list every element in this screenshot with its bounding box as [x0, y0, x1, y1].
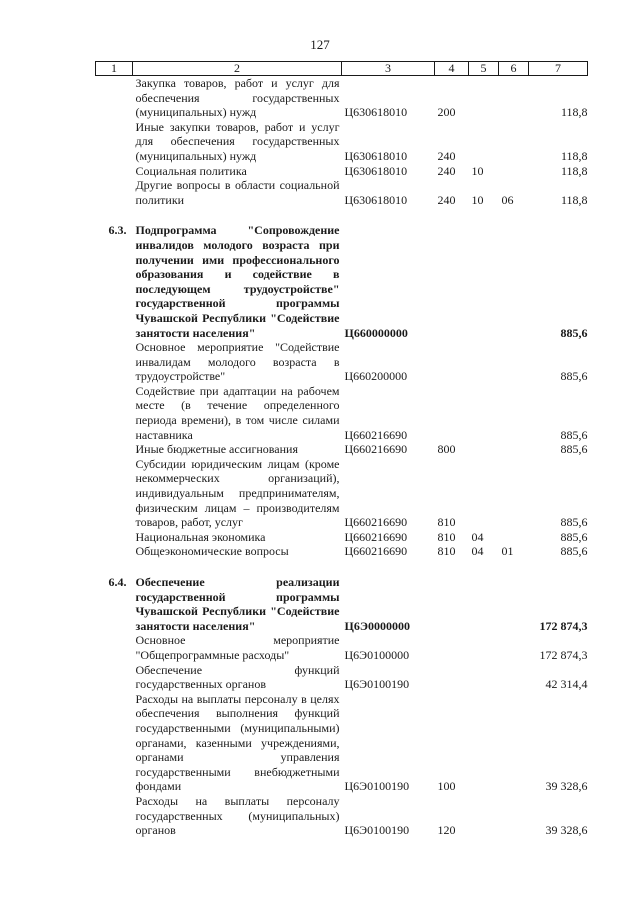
expense-type-code: [435, 384, 469, 442]
section-code: [469, 633, 499, 662]
expense-type-code: 810: [437, 544, 456, 559]
section-number: [96, 530, 133, 545]
subsection-code: [499, 457, 529, 530]
table-row: [96, 530, 588, 545]
column-header: 1: [96, 62, 133, 76]
table-row: [96, 76, 588, 120]
section-number: [96, 692, 133, 794]
budget-table-body: [96, 76, 588, 838]
table-row: [96, 120, 588, 164]
target-article-code: Ц630618010: [344, 148, 408, 163]
target-article-code: Ц6Э0100190: [344, 779, 410, 794]
target-article-code: Ц660000000: [344, 325, 408, 340]
item-name: Национальная экономика: [135, 529, 266, 544]
expense-type-code: 200: [437, 105, 456, 120]
section-code: [469, 442, 499, 457]
section-code: [469, 457, 499, 530]
amount: 118,8: [560, 148, 588, 163]
subsection-code: [499, 384, 529, 442]
amount: 885,6: [560, 325, 588, 340]
expense-type-code: 240: [437, 148, 456, 163]
item-name: Иные бюджетные ассигнования: [135, 442, 298, 457]
table-row: [96, 178, 588, 207]
subsection-code: [499, 530, 529, 545]
column-header: 4: [435, 62, 469, 76]
table-row: [96, 544, 588, 559]
section-code: [469, 575, 499, 633]
amount: 42 314,4: [545, 677, 588, 692]
item-name: Обеспечение функций государственных органов: [135, 662, 340, 692]
target-article-code: Ц630618010: [344, 105, 408, 120]
section-number: 6.3.: [108, 223, 127, 238]
item-name: Основное мероприятие "Общепрограммные расходы": [135, 633, 340, 662]
expense-type-code: 810: [437, 515, 456, 530]
expense-type-code: 240: [437, 163, 456, 178]
subsection-code: 06: [501, 192, 514, 207]
expense-type-code: 100: [437, 779, 456, 794]
section-code: 04: [471, 529, 484, 544]
table-row: [96, 384, 588, 442]
item-name: Расходы на выплаты персоналу государственных (муниципальных) органов: [135, 793, 340, 838]
target-article-code: Ц6Э0100190: [344, 823, 410, 838]
target-article-code: Ц660216690: [344, 427, 408, 442]
section-code: [469, 120, 499, 164]
subsection-code: [499, 663, 529, 692]
item-name: Основное мероприятие "Содействие инвалидам молодого возраста в трудоустройстве": [135, 340, 340, 384]
subsection-code: [499, 340, 529, 384]
section-number: [96, 794, 133, 838]
section-number: [96, 442, 133, 457]
table-row: [96, 164, 588, 179]
subsection-code: 01: [501, 544, 514, 559]
expense-type-code: 120: [437, 823, 456, 838]
amount: 118,8: [560, 163, 588, 178]
target-article-code: Ц660216690: [344, 442, 408, 457]
section-code: 10: [471, 192, 484, 207]
section-code: [469, 663, 499, 692]
amount: 39 328,6: [545, 779, 588, 794]
section-code: [469, 692, 499, 794]
table-row: [96, 633, 588, 662]
section-number: [96, 457, 133, 530]
amount: 172 874,3: [539, 618, 588, 633]
amount: 885,6: [560, 427, 588, 442]
section-code: [469, 223, 499, 340]
target-article-code: Ц6Э0000000: [344, 618, 410, 633]
amount: 885,6: [560, 442, 588, 457]
amount: 885,6: [560, 544, 588, 559]
subsection-code: [499, 794, 529, 838]
item-name: Иные закупки товаров, работ и услуг для обеспечения государственных (муниципальных) нужд: [135, 119, 340, 163]
column-header: 2: [133, 62, 342, 76]
section-number: [96, 164, 133, 179]
section-number: [96, 120, 133, 164]
expense-type-code: [435, 633, 469, 662]
subsection-code: [499, 692, 529, 794]
item-name: Другие вопросы в области социальной политики: [135, 178, 340, 207]
section-number: [96, 633, 133, 662]
target-article-code: Ц660216690: [344, 529, 408, 544]
subsection-code: [499, 442, 529, 457]
section-number: [96, 178, 133, 207]
amount: 39 328,6: [545, 823, 588, 838]
target-article-code: Ц660200000: [344, 369, 408, 384]
expense-type-code: [435, 340, 469, 384]
table-row: [96, 575, 588, 633]
section-code: 04: [471, 544, 484, 559]
table-row: [96, 692, 588, 794]
section-number: 6.4.: [108, 575, 127, 589]
table-row: [96, 663, 588, 692]
target-article-code: Ц660216690: [344, 544, 408, 559]
column-header: 7: [529, 62, 588, 76]
section-number: [96, 340, 133, 384]
table-row: [96, 794, 588, 838]
amount: 885,6: [560, 529, 588, 544]
section-code: 10: [471, 163, 484, 178]
expense-type-code: 810: [437, 529, 456, 544]
page-number: 127: [310, 37, 330, 52]
target-article-code: Ц630618010: [344, 192, 408, 207]
column-header: 3: [342, 62, 435, 76]
item-name: Социальная политика: [135, 163, 247, 178]
expense-type-code: [435, 223, 469, 340]
section-code: [469, 76, 499, 120]
spacer-row: [96, 559, 588, 575]
amount: 118,8: [560, 192, 588, 207]
item-name: Общеэкономические вопросы: [135, 544, 289, 559]
section-number: [96, 663, 133, 692]
amount: 118,8: [560, 105, 588, 120]
column-header: 5: [469, 62, 499, 76]
subsection-code: [499, 223, 529, 340]
item-name: Расходы на выплаты персоналу в целях обеспечения выполнения функций государственными (муниципальными) органами, казенными учреждениями, органами управления государственными внебюджетными фондами: [135, 691, 340, 794]
expense-type-code: 240: [437, 192, 456, 207]
item-name: Содействие при адаптации на рабочем месте (в течение определенного периода времени), в том числе силами наставника: [135, 383, 340, 442]
section-code: [469, 794, 499, 838]
item-name: Закупка товаров, работ и услуг для обеспечения государственных (муниципальных) нужд: [135, 76, 340, 120]
subsection-code: [499, 633, 529, 662]
table-row: [96, 442, 588, 457]
subsection-code: [499, 76, 529, 120]
target-article-code: Ц6Э0100000: [344, 647, 410, 662]
target-article-code: Ц630618010: [344, 163, 408, 178]
budget-table: [95, 61, 588, 838]
spacer-cell: [96, 207, 588, 223]
subsection-code: [499, 120, 529, 164]
section-code: [469, 340, 499, 384]
item-name: Субсидии юридическим лицам (кроме некоммерческих организаций), индивидуальным предпринимателям, физическим лицам – производителям товаров, работ, услуг: [135, 456, 340, 530]
column-header-row: [96, 62, 588, 76]
subsection-code: [499, 575, 529, 633]
table-row: [96, 457, 588, 530]
table-row: [96, 340, 588, 384]
subsection-code: [499, 164, 529, 179]
amount: 885,6: [560, 369, 588, 384]
section-number: [96, 544, 133, 559]
section-number: [96, 76, 133, 120]
target-article-code: Ц660216690: [344, 515, 408, 530]
amount: 885,6: [560, 515, 588, 530]
spacer-row: [96, 207, 588, 223]
amount: 172 874,3: [539, 647, 588, 662]
expense-type-code: [435, 663, 469, 692]
expense-type-code: 800: [437, 442, 456, 457]
target-article-code: Ц6Э0100190: [344, 677, 410, 692]
table-row: [96, 223, 588, 340]
section-code: [469, 384, 499, 442]
expense-type-code: [435, 575, 469, 633]
spacer-cell: [96, 559, 588, 575]
item-name: Обеспечение реализации государственной программы Чувашской Республики "Содействие занятости населения": [135, 575, 340, 633]
section-number: [96, 384, 133, 442]
item-name: Подпрограмма "Сопровождение инвалидов молодого возраста при получении ими профессионального образования и содействие в последующем трудоустройстве" государственной программы Чувашской Республики "Содействие занятости населения": [135, 223, 340, 340]
column-header: 6: [499, 62, 529, 76]
